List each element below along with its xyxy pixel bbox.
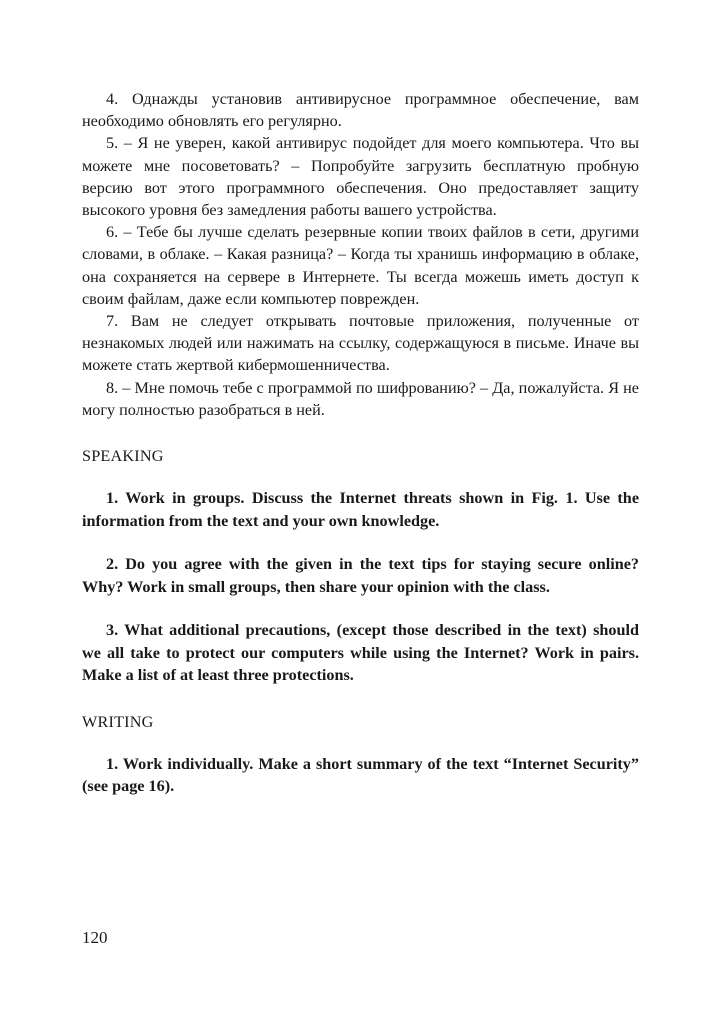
writing-heading: WRITING [82,712,154,731]
writing-task-1: 1. Work individually. Make a short summary of the text “Internet Security” (see page 16). [82,754,639,796]
paragraph-4: 4. Однажды установив антивирусное программное обеспечение, вам необходимо обновлять его регулярно. [82,90,639,131]
paragraph-5: 5. – Я не уверен, какой антивирус подойдет для моего компьютера. Что вы можете мне посоветовать? – Попробуйте загрузить бесплатную пробную версию вот этого программного обеспечения. Оно предоставляет защиту высокого уровня без замедления работы вашего устройства. [82,134,639,220]
paragraph-6: 6. – Тебе бы лучше сделать резервные копии твоих файлов в сети, другими словами, в облаке. – Какая разница? – Когда ты хранишь информацию в облаке, она сохраняется на сервере в Интернете. Ты всегда можешь иметь доступ к своим файлам, даже если компьютер поврежден. [82,223,639,308]
page-body [82,88,639,798]
speaking-task-1: 1. Work in groups. Discuss the Internet threats shown in Fig. 1. Use the information from the text and your own knowledge. [82,489,639,530]
speaking-heading: SPEAKING [82,447,164,466]
paragraph-7: 7. Вам не следует открывать почтовые приложения, полученные от незнакомых людей или нажимать на ссылку, содержащуюся в письме. Иначе вы можете стать жертвой кибермошенничества. [82,312,639,375]
paragraph-8: 8. – Мне помочь тебе с программой по шифрованию? – Да, пожалуйста. Я не могу полностью разобраться в ней. [82,378,639,419]
speaking-task-2: 2. Do you agree with the given in the text tips for staying secure online? Why? Work in small groups, then share your opinion with the class. [82,555,639,596]
speaking-task-3: 3. What additional precautions, (except those described in the text) should we all take to protect our computers while using the Internet? Work in pairs. Make a list of at least three protections. [82,621,639,685]
page-number: 120 [82,928,108,947]
